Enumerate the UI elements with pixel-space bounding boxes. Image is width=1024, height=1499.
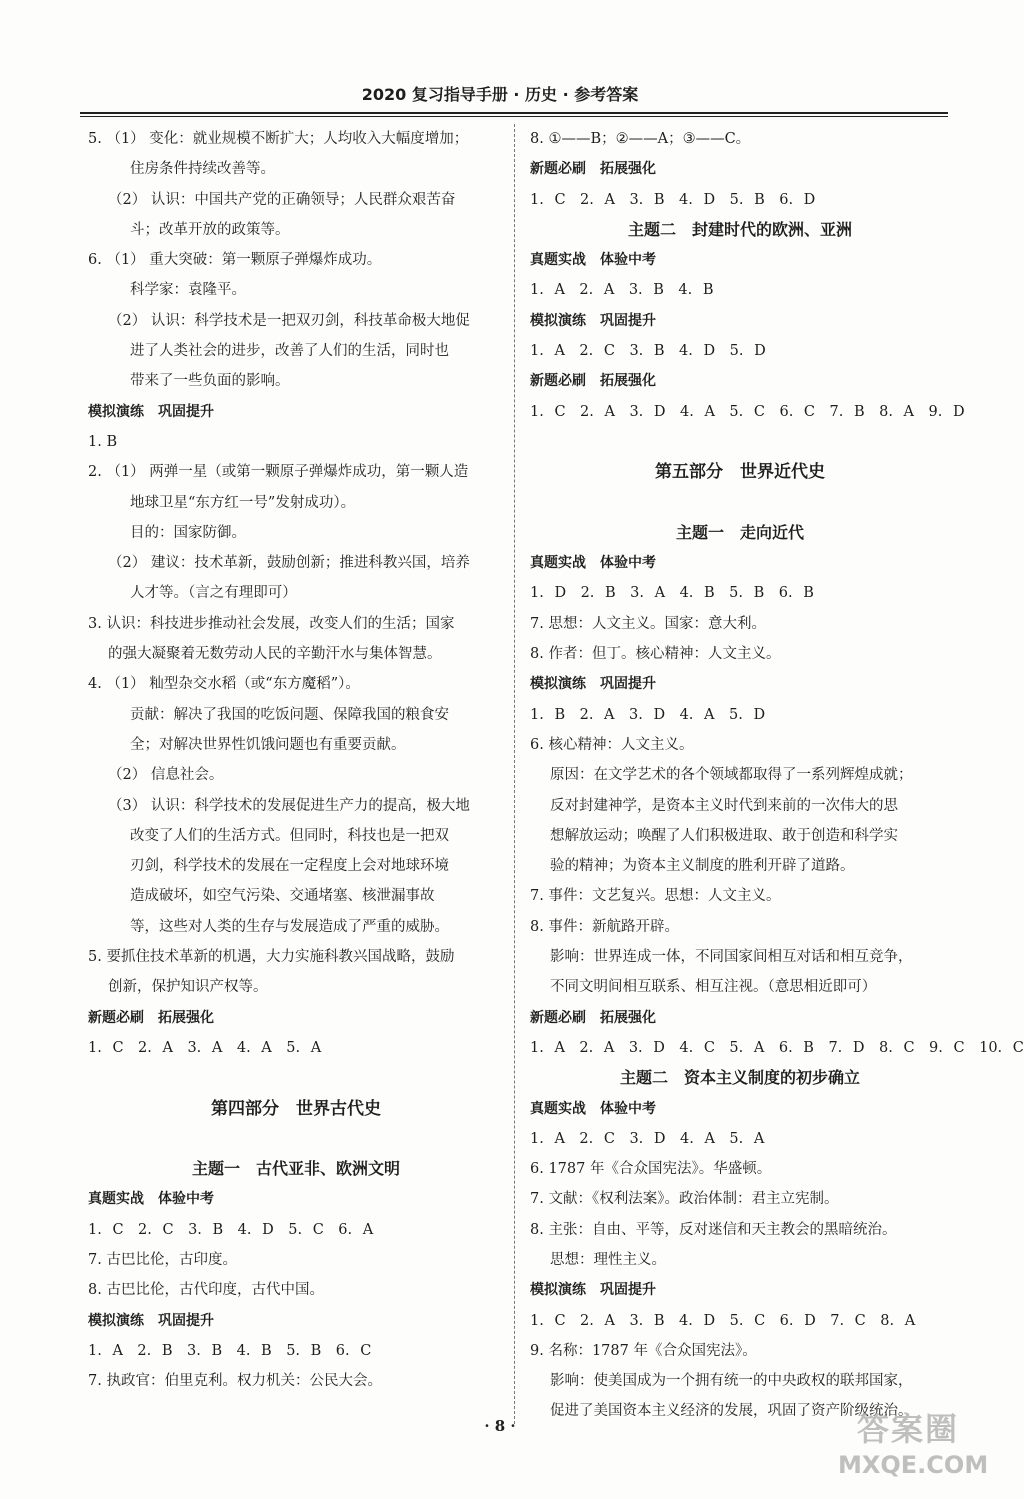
answer-line: 的强大凝聚着无数劳动人民的辛勤汗水与集体智慧。 (108, 646, 442, 663)
section-heading (530, 548, 950, 578)
answer-line: 科学家：袁隆平。 (130, 282, 246, 299)
section-heading (88, 397, 504, 427)
topic-title: 主题一 古代亚非、欧洲文明 (191, 1159, 400, 1179)
answer-line: （2） 信息社会。 (108, 767, 224, 784)
answer-line: 8. 事件：新航路开辟。 (530, 918, 679, 935)
part-title: 第五部分 世界近代史 (655, 462, 825, 483)
section-heading-label: 真题实战 (530, 1100, 586, 1117)
page-header-title: 2020 复习指导手册 · 历史 · 参考答案 (361, 85, 639, 104)
answer-key-line: 1. A 2. B 3. B 4. B 5. B 6. C (88, 1342, 372, 1359)
answer-line: （2） 认识：科学技术是一把双刃剑，科技革命极大地促 (108, 312, 470, 329)
section-heading (530, 1094, 950, 1124)
answer-line: 6. 1787 年《合众国宪法》。华盛顿。 (530, 1161, 772, 1178)
section-heading-sublabel: 巩固提升 (600, 676, 656, 693)
answer-key-line: 1. C 2. C 3. B 4. D 5. C 6. A (88, 1221, 374, 1238)
answer-line: （2） 建议：技术革新，鼓励创新；推进科教兴国，培养 (108, 555, 470, 572)
answer-line: 7. 思想：人文主义。国家：意大利。 (530, 615, 766, 632)
spacer (88, 1124, 504, 1154)
answer-line: 创新，保护知识产权等。 (108, 979, 268, 996)
topic-title: 主题一 走向近代 (675, 522, 804, 542)
answer-line: 带来了一些负面的影响。 (130, 373, 290, 390)
answer-line: 思想：理性主义。 (550, 1251, 666, 1268)
column-divider (514, 124, 515, 1424)
answer-line: 造成破坏，如空气污染、交通堵塞、核泄漏事故 (130, 888, 435, 905)
answer-line: 进了人类社会的进步，改善了人们的生活，同时也 (130, 343, 449, 360)
answer-line: 人才等。（言之有理即可） (130, 585, 297, 602)
answer-line: 反对封建神学，是资本主义时代到来前的一次伟大的思 (550, 797, 898, 814)
section-heading-label: 真题实战 (530, 252, 586, 269)
header-rule-thin (80, 116, 948, 117)
answer-line: 6. 核心精神：人文主义。 (530, 736, 694, 753)
section-heading-sublabel: 拓展强化 (158, 1009, 214, 1026)
answer-key-line: 1. C 2. A 3. D 4. A 5. C 6. C 7. B 8. A 9. D (530, 403, 965, 420)
section-heading-label: 模拟演练 (530, 312, 586, 329)
answer-key-line: 1. A 2. C 3. B 4. D 5. D (530, 343, 766, 360)
right-column (530, 124, 1024, 1427)
section-heading-sublabel: 拓展强化 (600, 1009, 656, 1026)
section-heading (88, 1184, 504, 1214)
answer-line: 7. 事件：文艺复兴。思想：人文主义。 (530, 888, 781, 905)
answer-key-line: 1. B 2. A 3. D 4. A 5. D (530, 706, 766, 723)
answer-line: 斗；改革开放的政策等。 (130, 221, 290, 238)
answer-line: 目的：国家防御。 (130, 524, 246, 541)
answer-line: 想解放运动；唤醒了人们积极进取、敢于创造和科学实 (550, 827, 898, 844)
section-heading (530, 306, 950, 336)
section-heading-sublabel: 拓展强化 (600, 373, 656, 390)
answer-line: （2） 认识：中国共产党的正确领导；人民群众艰苦奋 (108, 191, 456, 208)
answer-line: 刃剑，科学技术的发展在一定程度上会对地球环境 (130, 858, 449, 875)
answer-line: （3） 认识：科学技术的发展促进生产力的提高，极大地 (108, 797, 470, 814)
section-heading-label: 新题必刷 (88, 1009, 144, 1026)
answer-line: 7. 文献：《权利法案》。政治体制：君主立宪制。 (530, 1191, 839, 1208)
answer-line: 9. 名称：1787 年《合众国宪法》。 (530, 1342, 757, 1359)
answer-line: 住房条件持续改善等。 (130, 161, 275, 178)
answer-line: 2. （1） 两弹一星（或第一颗原子弹爆炸成功，第一颗人造 (88, 464, 469, 481)
watermark-url: MXQE.COM (838, 1451, 989, 1479)
section-heading (530, 154, 950, 184)
part-title: 第四部分 世界古代史 (211, 1098, 381, 1119)
section-heading-sublabel: 巩固提升 (158, 1312, 214, 1329)
section-heading-sublabel: 体验中考 (158, 1191, 214, 1208)
answer-line: 5. （1） 变化：就业规模不断扩大；人均收入大幅度增加； (88, 131, 469, 147)
section-heading-sublabel: 巩固提升 (600, 312, 656, 329)
page-number: · 8 · (484, 1417, 516, 1435)
answer-line: 8. 主张：自由、平等，反对迷信和天主教会的黑暗统治。 (530, 1221, 897, 1238)
section-heading-label: 新题必刷 (530, 1009, 586, 1026)
answer-line: 8. 古巴比伦，古代印度，古代中国。 (88, 1282, 324, 1299)
section-heading-label: 模拟演练 (530, 676, 586, 693)
section-heading (530, 669, 950, 699)
answer-line: 地球卫星“东方红一号”发射成功）。 (130, 494, 356, 511)
section-heading-sublabel: 巩固提升 (600, 1282, 656, 1299)
answer-line: 3. 认识：科技进步推动社会发展，改变人们的生活；国家 (88, 615, 455, 632)
section-heading (530, 1275, 950, 1305)
section-heading-label: 新题必刷 (530, 373, 586, 390)
answer-line: 8. 作者：但丁。核心精神：人文主义。 (530, 646, 781, 663)
section-heading (530, 245, 950, 275)
topic-title: 主题二 资本主义制度的初步确立 (619, 1068, 860, 1088)
section-heading-sublabel: 体验中考 (600, 252, 656, 269)
spacer (530, 427, 950, 457)
section-heading (530, 1003, 950, 1033)
section-heading (88, 1306, 504, 1336)
answer-line: 6. （1） 重大突破：第一颗原子弹爆炸成功。 (88, 252, 382, 269)
section-heading-sublabel: 拓展强化 (600, 161, 656, 178)
answer-key-line: 1. C 2. A 3. A 4. A 5. A (88, 1039, 322, 1056)
answer-line: 原因：在文学艺术的各个领域都取得了一系列辉煌成就； (550, 767, 913, 784)
spacer (530, 488, 950, 518)
topic-title: 主题二 封建时代的欧洲、亚洲 (627, 219, 852, 239)
answer-line: 8. ①——B；②——A；③——C。 (530, 131, 751, 147)
watermark-logo (838, 1407, 989, 1487)
answer-line: 改变了人们的生活方式。但同时，科技也是一把双 (130, 827, 449, 844)
section-heading (88, 1003, 504, 1033)
left-column (88, 124, 504, 1396)
answer-line: 5. 要抓住技术革新的机遇，大力实施科教兴国战略，鼓励 (88, 949, 455, 966)
section-heading-label: 新题必刷 (530, 161, 586, 178)
answer-key-line: 1. A 2. A 3. B 4. B (530, 282, 714, 299)
answer-line: 1. B (88, 433, 118, 450)
answer-line: 7. 古巴比伦，古印度。 (88, 1251, 237, 1268)
answer-key-line: 1. C 2. A 3. B 4. D 5. C 6. D 7. C 8. A (530, 1312, 916, 1329)
section-heading-sublabel: 巩固提升 (158, 403, 214, 420)
section-heading (530, 366, 950, 396)
answer-key-line: 1. A 2. A 3. D 4. C 5. A 6. B 7. D 8. C 9. C 10. C (530, 1039, 1024, 1056)
answer-line: 7. 执政官：伯里克利。权力机关：公民大会。 (88, 1373, 382, 1390)
answer-line: 促进了美国资本主义经济的发展，巩固了资产阶级统治。 (550, 1403, 913, 1420)
answer-line: 验的精神；为资本主义制度的胜利开辟了道路。 (550, 858, 855, 875)
answer-key-line: 1. D 2. B 3. A 4. B 5. B 6. B (530, 585, 814, 602)
section-heading-sublabel: 体验中考 (600, 1100, 656, 1117)
section-heading-label: 模拟演练 (530, 1282, 586, 1299)
section-heading-label: 模拟演练 (88, 1312, 144, 1329)
section-heading-label: 模拟演练 (88, 403, 144, 420)
answer-line: 影响：使美国成为一个拥有统一的中央政权的联邦国家， (550, 1373, 913, 1390)
answer-line: 全；对解决世界性饥饿问题也有重要贡献。 (130, 736, 406, 753)
answer-key-line: 1. A 2. C 3. D 4. A 5. A (530, 1130, 765, 1147)
section-heading-label: 真题实战 (88, 1191, 144, 1208)
answer-line: 等，这些对人类的生存与发展造成了严重的威胁。 (130, 918, 449, 935)
section-heading-label: 真题实战 (530, 555, 586, 572)
answer-line: 贡献：解决了我国的吃饭问题、保障我国的粮食安 (130, 706, 449, 723)
answer-line: 影响：世界连成一体，不同国家间相互对话和相互竞争， (550, 949, 913, 966)
answer-line: 不同文明间相互联系、相互注视。（意思相近即可） (550, 979, 877, 996)
answer-key-line: 1. C 2. A 3. B 4. D 5. B 6. D (530, 191, 816, 208)
spacer (88, 1063, 504, 1093)
section-heading-sublabel: 体验中考 (600, 555, 656, 572)
watermark-text: 答案圈 (856, 1410, 959, 1448)
answer-line: 4. （1） 籼型杂交水稻（或“东方魔稻”）。 (88, 676, 360, 693)
header-rule (80, 112, 948, 114)
